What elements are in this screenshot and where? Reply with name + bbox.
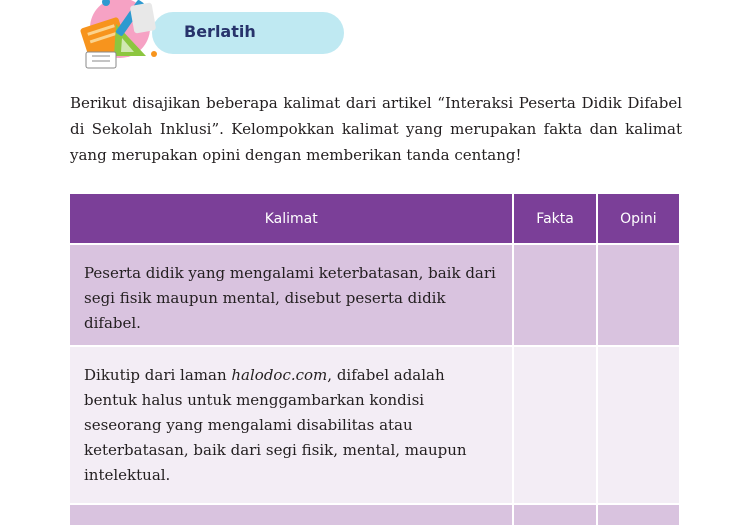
- header-kalimat: Kalimat: [70, 194, 512, 243]
- sentence-text: Peserta didik yang mengalami keterbatasan, baik dari segi fisik maupun mental, disebut peserta didik difabel.: [84, 264, 496, 332]
- math-tools-icon: [66, 0, 166, 76]
- sentence-cell: [70, 345, 512, 503]
- instruction-paragraph: Berikut disajikan beberapa kalimat dari artikel “Interaksi Peserta Didik Difabel di Sekolah Inklusi”. Kelompokkan kalimat yang merupakan fakta dan kalimat yang merupakan opini dengan memberikan tanda centang!: [70, 94, 682, 164]
- fakta-check-cell[interactable]: [512, 243, 595, 345]
- table-header-row: [70, 194, 679, 243]
- fakta-check-cell[interactable]: [512, 345, 595, 503]
- table-row: [70, 243, 679, 345]
- header-fakta: Fakta: [512, 194, 595, 243]
- sentence-prefix: Dikutip dari laman: [84, 366, 232, 384]
- opini-check-cell[interactable]: [596, 243, 679, 345]
- fact-opinion-table: [70, 194, 679, 525]
- table-row: [70, 345, 679, 503]
- sentence-cell: [70, 243, 512, 345]
- sentence-suffix: , difabel adalah bentuk halus untuk menggambarkan kondisi seseorang yang mengalami disabilitas atau keterbatasan, baik dari segi fisik, mental, maupun intelektual.: [84, 366, 467, 484]
- opini-check-cell[interactable]: [596, 345, 679, 503]
- badge-label: Berlatih: [184, 22, 256, 41]
- section-badge: [66, 0, 286, 76]
- sentence-text: [70, 347, 512, 503]
- source-website: halodoc.com: [231, 366, 328, 384]
- table-row-partial: [70, 503, 679, 525]
- header-opini: Opini: [596, 194, 679, 243]
